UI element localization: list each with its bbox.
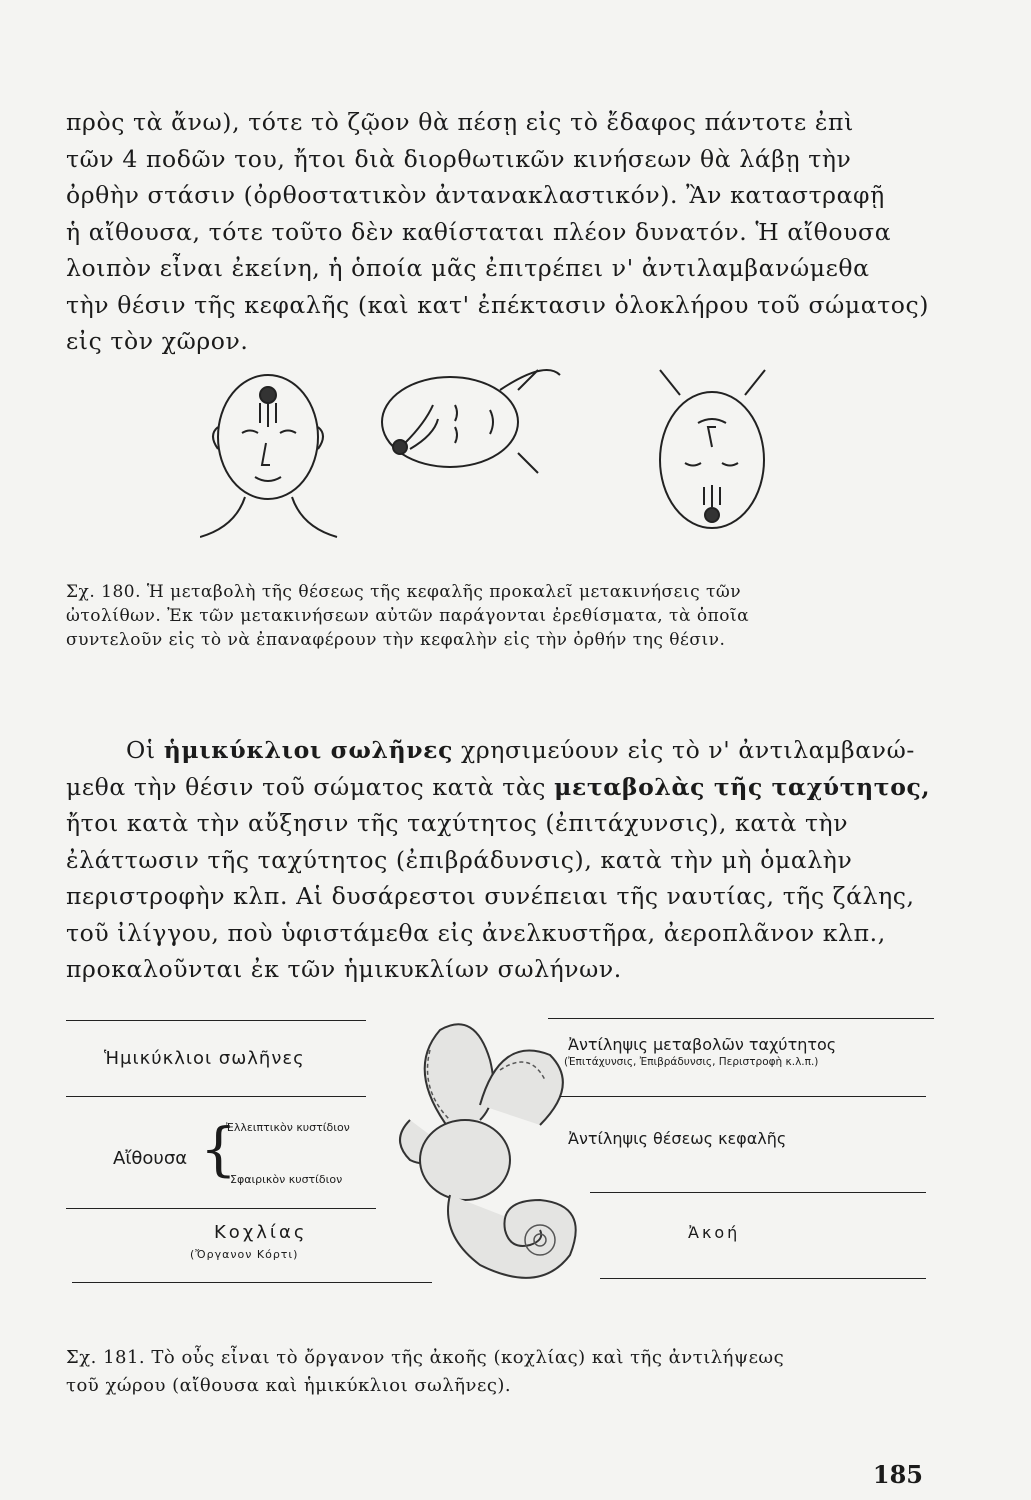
divider: [560, 1096, 926, 1097]
text-line: τῶν 4 ποδῶν του, ἤτοι διὰ διορθωτικῶν κινήσεων θὰ λάβῃ τὴν: [66, 144, 852, 173]
saccule-label: Σφαιρικὸν κυστίδιον: [230, 1173, 343, 1186]
bold-term: μεταβολὰς τῆς ταχύτητος,: [554, 772, 931, 801]
caption-line: συντελοῦν εἰς τὸ νὰ ἐπαναφέρουν τὴν κεφαλὴν εἰς τὴν ὀρθήν της θέσιν.: [66, 630, 726, 650]
divider: [66, 1208, 376, 1209]
divider: [590, 1192, 926, 1193]
speed-detail-label: (Ἐπιτάχυνσις, Ἐπιβράδυνσις, Περιστροφὴ κ.λ.π.): [564, 1056, 819, 1068]
text-line: τοῦ ἰλίγγου, ποὺ ὑφιστάμεθα εἰς ἀνελκυστῆρα, ἀεροπλᾶνον κλπ.,: [66, 918, 886, 947]
divider: [66, 1096, 366, 1097]
bold-term: ἡμικύκλιοι σωλῆνες: [163, 736, 453, 764]
brace-icon: {: [200, 1115, 237, 1183]
text-fragment: Οἱ: [126, 736, 164, 764]
middle-paragraph: [66, 732, 946, 988]
hearing-label: Ἀκοή: [688, 1223, 741, 1242]
caption-line: ὠτολίθων. Ἐκ τῶν μετακινήσεων αὐτῶν παράγονται ἐρεθίσματα, τὰ ὁποῖα: [66, 606, 750, 626]
text-line: λοιπὸν εἶναι ἐκείνη, ἡ ὁποία μᾶς ἐπιτρέπει ν' ἀντιλαμβανώμεθα: [66, 254, 870, 282]
figure-181-caption: [66, 1344, 946, 1400]
cochlea-label: Κοχλίας: [214, 1222, 308, 1243]
text-fragment: χρησιμεύουν εἰς τὸ ν' ἀντιλαμβανώ-: [452, 736, 915, 764]
text-line: [66, 732, 946, 769]
text-line: πρὸς τὰ ἄνω), τότε τὸ ζῷον θὰ πέσῃ εἰς τὸ ἔδαφος πάντοτε ἐπὶ: [66, 108, 854, 136]
text-line: ὀρθὴν στάσιν (ὀρθοστατικὸν ἀντανακλαστικόν). Ἂν καταστραφῇ: [66, 181, 885, 209]
text-line: προκαλοῦνται ἐκ τῶν ἡμικυκλίων σωλήνων.: [66, 955, 622, 983]
semicircular-canals-label: Ἡμικύκλιοι σωλῆνες: [104, 1048, 305, 1069]
text-fragment: μεθα τὴν θέσιν τοῦ σώματος κατὰ τὰς: [66, 772, 555, 801]
text-line: περιστροφὴν κλπ. Αἱ δυσάρεστοι συνέπειαι τῆς ναυτίας, τῆς ζάλης,: [66, 882, 915, 910]
head-position-figure: [200, 365, 820, 540]
head-front-icon: [200, 375, 337, 537]
text-line: τὴν θέσιν τῆς κεφαλῆς (καὶ κατ' ἐπέκτασιν ὁλοκλήρου τοῦ σώματος): [66, 290, 930, 319]
text-line: ἤτοι κατὰ τὴν αὔξησιν τῆς ταχύτητος (ἐπιτάχυνσις), κατὰ τὴν: [66, 809, 849, 837]
text-line: ἡ αἴθουσα, τότε τοῦτο δὲν καθίσταται πλέον δυνατόν. Ἡ αἴθουσα: [66, 217, 892, 246]
utricle-label: Ἐλλειπτικὸν κυστίδιον: [226, 1121, 350, 1134]
caption-line: Σχ. 181. Τὸ οὖς εἶναι τὸ ὄργανον τῆς ἀκοῆς (κοχλίας) καὶ τῆς ἀντιλήψεως: [66, 1347, 785, 1368]
figure-180-caption: [66, 580, 946, 652]
divider: [600, 1278, 926, 1279]
caption-line: τοῦ χώρου (αἴθουσα καὶ ἡμικύκλιοι σωλῆνες).: [66, 1375, 512, 1396]
top-paragraph: [66, 104, 946, 360]
caption-line: Σχ. 180. Ἡ μεταβολὴ τῆς θέσεως τῆς κεφαλῆς προκαλεῖ μετακινήσεις τῶν: [66, 582, 742, 602]
head-tilted-icon: [382, 370, 560, 473]
head-position-label: Ἀντίληψις θέσεως κεφαλῆς: [568, 1129, 787, 1148]
corti-label: (Ὄργανον Κόρτι): [190, 1248, 299, 1261]
divider: [66, 1020, 366, 1021]
page-number: 185: [872, 1460, 923, 1489]
divider: [548, 1018, 934, 1019]
speed-perception-label: Ἀντίληψις μεταβολῶν ταχύτητος: [568, 1035, 837, 1054]
divider: [72, 1282, 432, 1283]
text-line: [66, 769, 946, 806]
inner-ear-illustration: [390, 1010, 610, 1310]
text-line: ἐλάττωσιν τῆς ταχύτητος (ἐπιβράδυνσις), κατὰ τὴν μὴ ὁμαλὴν: [66, 845, 853, 874]
head-inverted-icon: [660, 370, 765, 528]
text-line: εἰς τὸν χῶρον.: [66, 327, 249, 355]
vestibule-label: Αἴθουσα: [113, 1148, 188, 1169]
